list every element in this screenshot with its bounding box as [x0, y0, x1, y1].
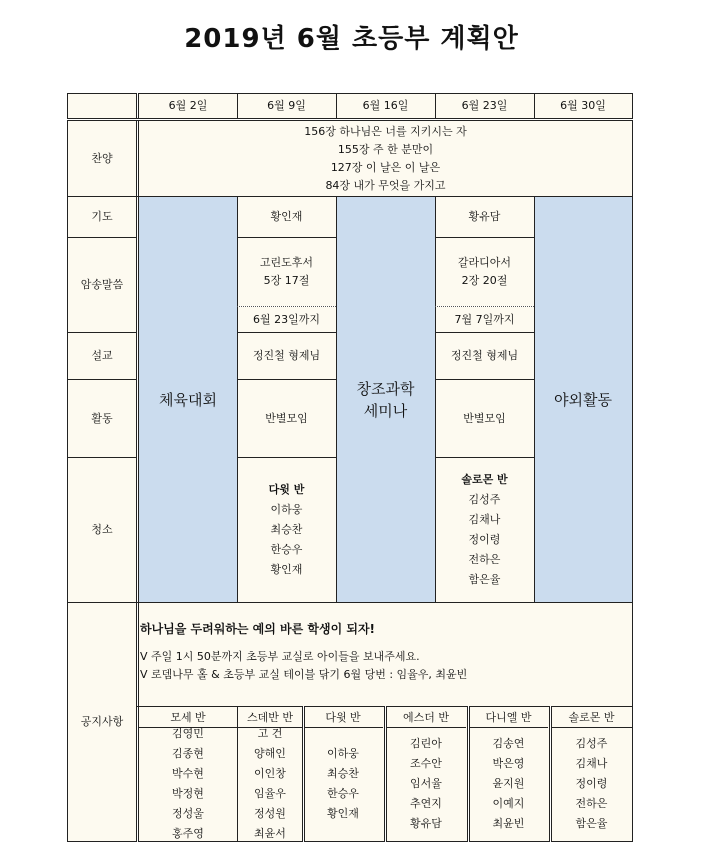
praise-song: 84장 내가 무엇을 가지고 — [325, 178, 446, 192]
notice-item: V 로뎀나무 홀 & 초등부 교실 테이블 닦기 6월 당번 : 임율우, 최윤빈 — [140, 668, 468, 681]
jun9-prayer: 황인재 — [237, 197, 336, 237]
divider — [67, 602, 633, 603]
verse-chapter: 2장 20절 — [461, 274, 508, 287]
student-name: 이하웅 — [327, 747, 359, 760]
student-name: 정성울 — [172, 807, 204, 820]
class-header: 솔로몬 반 — [551, 707, 632, 728]
student-name: 홍주영 — [172, 827, 204, 840]
class-roster — [386, 728, 466, 840]
jun23-memory-due: 7월 7일까지 — [435, 307, 534, 332]
page-title: 2019년 6월 초등부 계획안 — [184, 24, 519, 54]
class-header: 다니엘 반 — [469, 707, 548, 728]
class-header: 에스더 반 — [386, 707, 466, 728]
divider — [67, 379, 137, 380]
student-name: 조수안 — [410, 757, 442, 770]
divider — [336, 93, 337, 118]
student-name: 황인재 — [327, 807, 359, 820]
class-roster — [469, 728, 548, 840]
class-roster — [139, 728, 237, 840]
praise-song: 155장 주 한 분만이 — [337, 142, 434, 156]
divider — [136, 93, 139, 842]
student-name: 최윤서 — [254, 827, 286, 840]
divider — [237, 706, 238, 842]
cleaning-member: 이하웅 — [270, 503, 303, 516]
student-name: 양해인 — [254, 747, 286, 760]
cleaning-class: 솔로몬 반 — [461, 473, 508, 486]
divider — [237, 306, 336, 307]
cleaning-member: 한승우 — [270, 543, 303, 556]
corner-cell — [68, 94, 136, 118]
date-jun2: 6월 2일 — [139, 94, 237, 118]
divider — [237, 196, 238, 603]
date-jun16: 6월 16일 — [336, 94, 435, 118]
praise-song: 156장 하나님은 너를 지키시는 자 — [304, 124, 467, 138]
class-header: 다윗 반 — [303, 707, 383, 728]
student-name: 전하은 — [575, 797, 608, 810]
divider — [237, 237, 336, 238]
class-roster — [551, 728, 632, 840]
verse-book: 고린도후서 — [259, 256, 314, 269]
class-header: 스데반 반 — [237, 707, 303, 728]
student-name: 임서율 — [410, 777, 442, 790]
jun9-memory-due: 6월 23일까지 — [237, 307, 336, 332]
cleaning-member: 함은율 — [468, 573, 501, 586]
divider — [67, 457, 137, 458]
student-name: 황유담 — [410, 817, 442, 830]
cleaning-member: 김성주 — [468, 493, 501, 506]
event-jun16 — [336, 197, 435, 602]
event-jun16-line1: 창조과학 — [356, 379, 415, 398]
class-roster — [303, 728, 383, 840]
label-memory-verse: 암송말씀 — [68, 238, 136, 332]
jun9-sermon: 정진철 형제님 — [237, 333, 336, 379]
label-cleaning: 청소 — [68, 458, 136, 602]
student-name: 한승우 — [327, 787, 359, 800]
student-name: 윤지원 — [492, 777, 525, 790]
student-name: 고 건 — [257, 727, 283, 740]
verse-chapter: 5장 17절 — [263, 274, 310, 287]
divider — [435, 93, 436, 118]
date-jun30: 6월 30일 — [534, 94, 632, 118]
divider — [534, 93, 535, 118]
class-roster — [237, 728, 303, 840]
jun9-cleaning — [237, 458, 336, 602]
cleaning-member: 황인재 — [270, 563, 303, 576]
event-jun2: 체육대회 — [139, 197, 237, 602]
divider — [336, 196, 337, 603]
cleaning-class: 다윗 반 — [268, 483, 305, 496]
divider — [237, 332, 336, 333]
student-name: 김채나 — [575, 757, 608, 770]
label-sermon: 설교 — [68, 333, 136, 379]
jun23-cleaning — [435, 458, 534, 602]
notice-item: V 주일 1시 50분까지 초등부 교실로 아이들을 보내주세요. — [140, 650, 420, 663]
divider — [435, 196, 436, 603]
jun23-prayer: 황유담 — [435, 197, 534, 237]
student-name: 김종현 — [172, 747, 204, 760]
divider — [435, 379, 534, 380]
jun23-activity: 반별모임 — [435, 380, 534, 457]
divider — [67, 237, 137, 238]
jun9-activity: 반별모임 — [237, 380, 336, 457]
date-jun9: 6월 9일 — [237, 94, 336, 118]
student-name: 김송연 — [492, 737, 525, 750]
student-name: 김린아 — [410, 737, 442, 750]
student-name: 최승찬 — [327, 767, 359, 780]
divider — [435, 332, 534, 333]
date-jun23: 6월 23일 — [435, 94, 534, 118]
divider — [237, 93, 238, 118]
label-prayer: 기도 — [68, 197, 136, 237]
divider — [67, 118, 633, 121]
divider — [302, 706, 305, 842]
divider — [435, 306, 534, 307]
student-name: 김성주 — [575, 737, 608, 750]
praise-songs — [139, 121, 632, 196]
divider — [67, 196, 633, 197]
divider — [237, 457, 336, 458]
notice-text — [140, 620, 630, 684]
student-name: 이인창 — [254, 767, 286, 780]
student-name: 박정현 — [172, 787, 204, 800]
divider — [534, 196, 535, 603]
jun23-memory-verse — [435, 238, 534, 306]
divider — [549, 706, 552, 842]
divider — [467, 706, 470, 842]
student-name: 추연지 — [410, 797, 442, 810]
student-name: 박수현 — [172, 767, 204, 780]
student-name: 박은영 — [492, 757, 525, 770]
divider — [384, 706, 387, 842]
cleaning-member: 전하은 — [468, 553, 501, 566]
divider — [237, 379, 336, 380]
praise-song: 127장 이 날은 이 날은 — [330, 160, 441, 174]
event-jun30: 야외활동 — [534, 197, 632, 602]
student-name: 최윤빈 — [492, 817, 525, 830]
cleaning-member: 정이령 — [468, 533, 501, 546]
divider — [435, 237, 534, 238]
class-header: 모세 반 — [139, 707, 237, 728]
label-activity: 활동 — [68, 380, 136, 457]
cleaning-member: 김채나 — [468, 513, 501, 526]
notice-headline: 하나님을 두려워하는 예의 바른 학생이 되자! — [140, 622, 376, 636]
divider — [435, 457, 534, 458]
verse-book: 갈라디아서 — [457, 256, 512, 269]
divider — [67, 332, 137, 333]
cleaning-member: 최승찬 — [270, 523, 303, 536]
jun23-sermon: 정진철 형제님 — [435, 333, 534, 379]
student-name: 함은율 — [575, 817, 608, 830]
student-name: 이예지 — [492, 797, 525, 810]
student-name: 임율우 — [254, 787, 286, 800]
label-notice: 공지사항 — [68, 603, 136, 841]
label-praise: 찬양 — [68, 121, 136, 196]
student-name: 김영민 — [172, 727, 204, 740]
student-name: 정이령 — [575, 777, 608, 790]
event-jun16-line2: 세미나 — [363, 401, 408, 420]
student-name: 정성원 — [254, 807, 286, 820]
jun9-memory-verse — [237, 238, 336, 306]
